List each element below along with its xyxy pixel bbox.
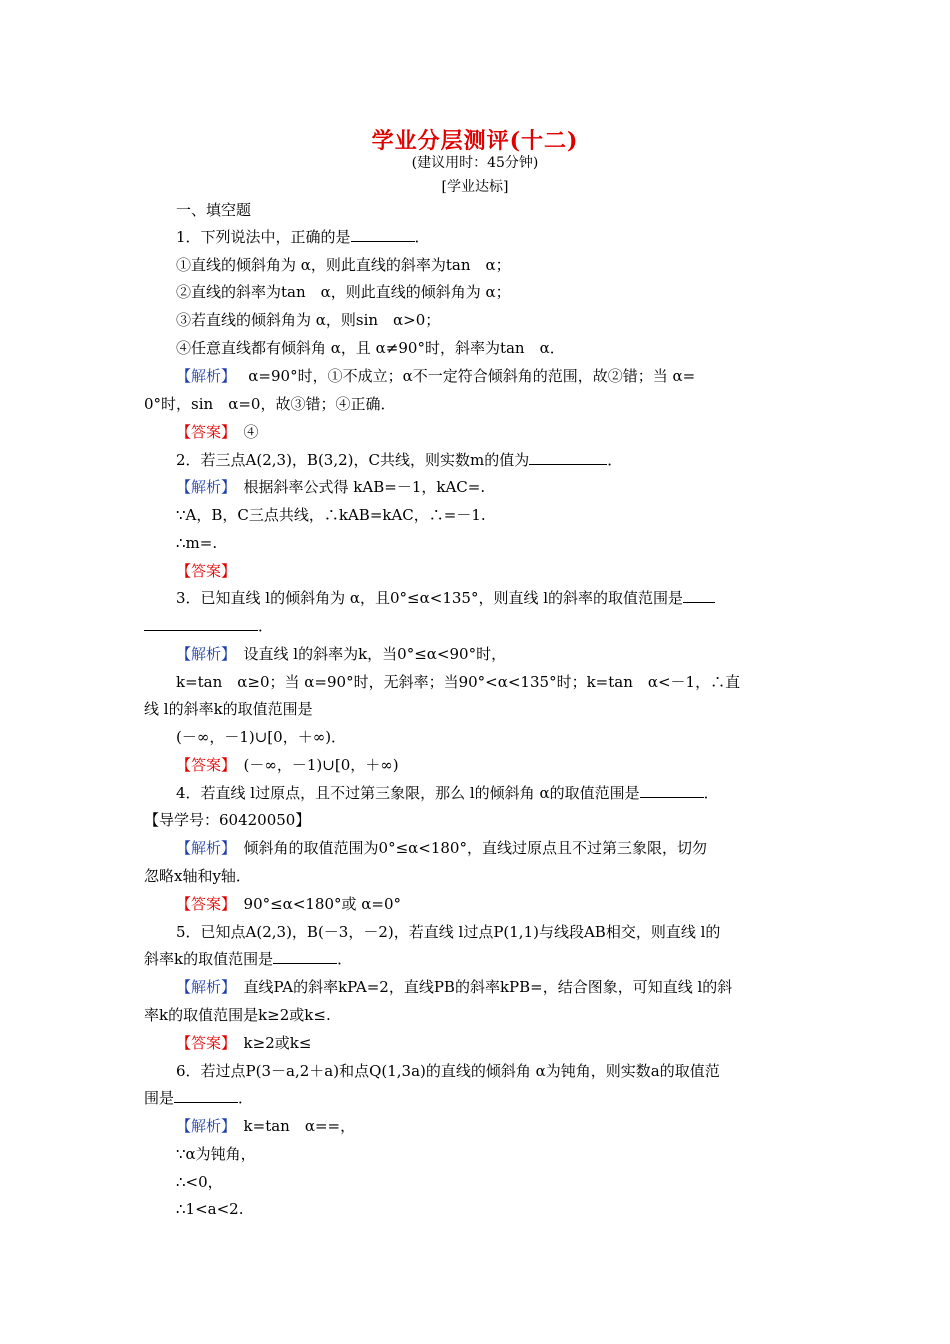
q5-answer: 【答案】 k≥2或k≤ xyxy=(176,1034,312,1052)
q6-analysis-cont3: ∴1<a<2. xyxy=(176,1200,244,1218)
q2-stem: 2．若三点A(2,3)，B(3,2)，C共线，则实数m的值为 ． xyxy=(176,451,623,469)
q2-analysis: 【解析】 根据斜率公式得 kAB=－1，kAC=. xyxy=(176,478,486,496)
q5-stem-cont: 斜率k的取值范围是 ． xyxy=(144,950,353,968)
q1-answer: 【答案】 ④ xyxy=(176,423,259,441)
q3-answer: 【答案】 (－∞，－1)∪[0，＋∞) xyxy=(176,756,399,774)
q3-analysis: 【解析】 设直线 l的斜率为k，当0°≤α<90°时， xyxy=(176,645,507,663)
q6-analysis-cont2: ∴<0， xyxy=(176,1173,223,1191)
q1-option-3: ③若直线的倾斜角为 α，则sin α>0； xyxy=(176,311,441,329)
q2-answer xyxy=(176,561,236,581)
q3-stem: 3．已知直线 l的倾斜角为 α，且0°≤α<135°，则直线 l的斜率的取值范围是 xyxy=(176,588,715,608)
answer-label: 【答案】 xyxy=(176,562,237,580)
q5-analysis-cont: 率k的取值范围是k≥2或k≤. xyxy=(144,1006,331,1024)
answer-label: 【答案】 xyxy=(176,423,229,441)
answer-label: 【答案】 xyxy=(176,756,229,774)
q5-analysis: 【解析】 直线PA的斜率kPA=2，直线PB的斜率kPB=，结合图象，可知直线 l的斜 xyxy=(176,978,733,996)
q6-analysis: 【解析】 k=tan α==， xyxy=(176,1117,356,1135)
q3-analysis-cont3: (－∞，－1)∪[0，＋∞)． xyxy=(176,728,347,746)
q1-option-4: ④任意直线都有倾斜角 α，且 α≠90°时，斜率为tan α． xyxy=(176,339,565,357)
analysis-label: 【解析】 xyxy=(176,839,229,857)
q3-stem-cont: ． xyxy=(144,616,273,636)
answer-label: 【答案】 xyxy=(176,1034,229,1052)
q4-answer: 【答案】 90°≤α<180°或 α=0° xyxy=(176,895,402,913)
analysis-label: 【解析】 xyxy=(176,367,229,385)
q1-option-1: ①直线的倾斜角为 α，则此直线的斜率为tan α； xyxy=(176,256,511,274)
analysis-label: 【解析】 xyxy=(176,978,229,996)
q4-analysis-cont: 忽略x轴和y轴． xyxy=(144,867,251,885)
q2-analysis-cont: ∵A，B，C三点共线，∴kAB=kAC，∴=－1. xyxy=(176,506,486,524)
q3-analysis-cont2: 线 l的斜率k的取值范围是 xyxy=(144,700,313,718)
q3-analysis-cont: k=tan α≥0；当 α=90°时，无斜率；当90°<α<135°时；k=tan α<－1，∴直 xyxy=(176,673,741,691)
section-tag: [学业达标] xyxy=(441,179,509,195)
analysis-label: 【解析】 xyxy=(176,478,229,496)
q6-stem-cont: 围是 ． xyxy=(144,1089,254,1107)
q6-stem: 6．若过点P(3－a,2＋a)和点Q(1,3a)的直线的倾斜角 α为钝角，则实数a的取值范 xyxy=(176,1062,720,1080)
q1-analysis: 【解析】 α=90°时，①不成立；α不一定符合倾斜角的范围，故②错；当 α= xyxy=(176,367,696,385)
q1-stem: 1．下列说法中，正确的是 ． xyxy=(176,228,430,246)
q4-guide-number: 【导学号：60420050】 xyxy=(144,811,311,829)
q4-analysis: 【解析】 倾斜角的取值范围为0°≤α<180°，直线过原点且不过第三象限，切勿 xyxy=(176,839,707,857)
time-suggestion: (建议用时：45分钟) xyxy=(411,155,539,171)
q1-option-2: ②直线的斜率为tan α，则此直线的倾斜角为 α； xyxy=(176,283,511,301)
q6-analysis-cont: ∵α为钝角， xyxy=(176,1145,256,1163)
section-heading: 一、填空题 xyxy=(176,201,252,219)
q4-stem: 4．若直线 l过原点，且不过第三象限，那么 l的倾斜角 α的取值范围是 ． xyxy=(176,784,719,802)
answer-label: 【答案】 xyxy=(176,895,229,913)
q1-analysis-cont: 0°时，sin α=0，故③错；④正确． xyxy=(144,395,396,413)
q2-analysis-cont2: ∴m=. xyxy=(176,534,218,552)
analysis-label: 【解析】 xyxy=(176,1117,229,1135)
page-title: 学业分层测评(十二) xyxy=(371,128,579,154)
q5-stem: 5．已知点A(2,3)，B(－3，－2)，若直线 l过点P(1,1)与线段AB相交，则直线 l的 xyxy=(176,923,721,941)
analysis-label: 【解析】 xyxy=(176,645,229,663)
